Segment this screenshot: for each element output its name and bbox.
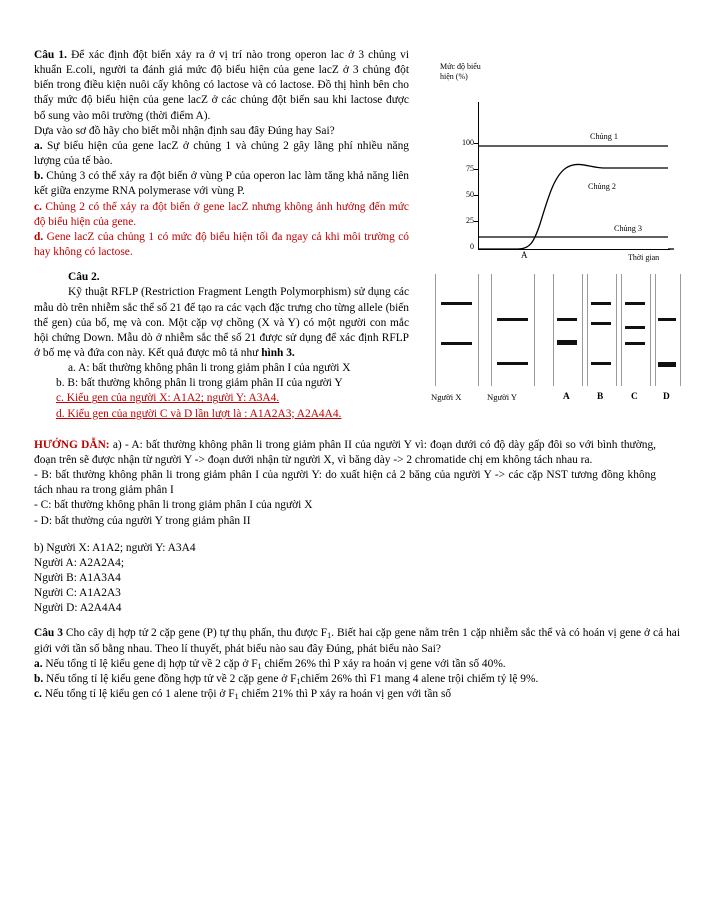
huong-dan-line-c: - C: bất thường không phân li trong giảm phân I của người X	[34, 499, 313, 512]
gel-band	[497, 318, 528, 321]
gel-lane-a	[553, 274, 583, 386]
question-1-option-b	[34, 169, 409, 199]
chart-ytick-75: 75	[466, 164, 474, 173]
option-a-label: a.	[34, 139, 43, 152]
q3-option-a-label: a.	[34, 657, 43, 670]
gel-band	[658, 362, 676, 367]
question-3-sub-1: 1	[327, 631, 332, 641]
q2-option-a-label: a.	[68, 362, 76, 375]
chart-curves	[422, 56, 680, 274]
question-2-option-b	[34, 376, 409, 391]
gel-label-c: C	[631, 392, 638, 403]
option-c-label: c.	[34, 200, 42, 213]
gel-label-a: A	[563, 392, 570, 403]
gel-band	[441, 302, 472, 305]
genotype-line-d: Người D: A2A4A4	[34, 602, 122, 615]
question-2-option-a	[34, 361, 409, 376]
question-1-option-d	[34, 230, 409, 260]
q3-option-b-text2: chiếm 26% thì F1 mang 4 alene trội chiếm tỷ lệ 9%.	[300, 672, 539, 685]
chart-ytick-25: 25	[466, 216, 474, 225]
chart-legend-chung1: Chủng 1	[590, 132, 618, 141]
document-content	[34, 48, 680, 702]
chart-ytick-0: 0	[470, 242, 474, 251]
gel-band	[591, 302, 611, 305]
q3-option-a-text: Nếu tổng tỉ lệ kiểu gene dị hợp tử về 2 cặp ở F	[42, 657, 258, 670]
question-2-option-d: d. Kiểu gen của người C và D lần lượt là : A1A2A3; A2A4A4.	[56, 407, 342, 420]
question-2-block	[34, 270, 680, 422]
q3-option-c-label: c.	[34, 688, 42, 701]
gel-label-nguoi-x: Người X	[431, 392, 462, 403]
option-d-label: d.	[34, 230, 44, 243]
question-2-body	[34, 285, 409, 361]
q3-option-c-sub: 1	[234, 692, 239, 702]
chart-legend-chung2: Chủng 2	[588, 182, 616, 191]
q3-option-c-text: Nếu tổng tỉ lệ kiểu gen có 1 alene trội ở F	[41, 688, 235, 701]
gel-lane-b	[587, 274, 617, 386]
gel-lane-nguoi-y	[491, 274, 535, 386]
q3-option-b-label: b.	[34, 672, 44, 685]
question-3-option-a	[34, 657, 680, 672]
huong-dan-line-d: - D: bất thường của người Y trong giảm phân II	[34, 514, 251, 527]
rflp-gel-figure	[429, 274, 680, 424]
option-b-text: Chủng 3 có thể xảy ra đột biến ở vùng P của operon lac làm tăng khả năng liên kết giữa enzyme RNA polymerase với vùng P.	[34, 170, 409, 198]
q3-option-c-text2: chiếm 21% thì P xảy ra hoán vị gen với tần số	[238, 688, 452, 701]
q2-option-b-label: b.	[56, 377, 65, 390]
question-2-option-c: c. Kiểu gen của người X: A1A2; người Y: A3A4.	[56, 392, 280, 405]
gel-band	[625, 326, 645, 329]
question-3-option-c	[34, 687, 680, 702]
chart-series-chung2	[479, 164, 668, 249]
gel-label-b: B	[597, 392, 604, 403]
option-c-text: Chủng 2 có thể xảy ra đột biến ở gene lacZ nhưng không ảnh hưởng đến mức độ biểu hiện của gene.	[34, 200, 409, 228]
q3-option-b-text: Nếu tổng tỉ lệ kiểu gene đồng hợp tử về 2 cặp gene ở F	[43, 672, 297, 685]
huong-dan-genotypes	[34, 541, 656, 617]
chart-ytick-100: 100	[462, 138, 474, 147]
gel-band	[557, 318, 577, 321]
question-2-heading: Câu 2.	[68, 271, 100, 284]
question-2-body-text: Kỹ thuật RFLP (Restriction Fragment Length Polymorphism) sử dụng các mẫu dò trên nhiễm sắc thể số 21 để tạo ra các vạch đặc trưng cho từng allele (biến thể gen) của bố, mẹ và con. Một cặp vợ chồng (X và Y) có một người con mắc hội chứng Down. Mẫu dò ở nhiễm sắc thể số 21 được sử dụng để xác định RFLP ở bố mẹ và đứa con này. Kết quả được mô tả như	[34, 286, 409, 359]
q3-option-b-sub: 1	[296, 676, 301, 686]
question-1-intro	[34, 48, 409, 124]
question-3-heading: Câu 3	[34, 627, 63, 640]
rflp-gel	[429, 274, 680, 424]
genotype-line-a: Người A: A2A2A4;	[34, 556, 125, 569]
huong-dan-line-b: - B: bất thường không phân li trong giảm phân I của người Y: do xuất hiện cả 2 băng của người Y -> các cặp NST tương đồng không tách nhau ra trong giảm phân I	[34, 469, 656, 497]
q3-option-a-text2: chiếm 26% thì P xảy ra hoán vị gene với tần số 40%.	[261, 657, 506, 670]
huong-dan-a-text: a) - A: bất thường không phân li trong giảm phân II của người Y vì: đoạn dưới có độ dày gấp đôi so với bình thường, đoạn trên sẽ được nhận từ người Y -> đoạn dưới nhận từ người X, vì băng dày -> 2 chromatide chị em không tách nhau ra.	[34, 438, 656, 466]
question-1-heading: Câu 1.	[34, 49, 67, 61]
gel-lane-d	[655, 274, 681, 386]
gel-label-nguoi-y: Người Y	[487, 392, 518, 403]
genotype-line-parents: b) Người X: A1A2; người Y: A3A4	[34, 541, 196, 554]
expression-line-chart	[422, 56, 680, 274]
genotype-line-b: Người B: A1A3A4	[34, 572, 121, 584]
gel-lane-nguoi-x	[435, 274, 479, 386]
chart-y-axis-label: Mức độ biểu hiện (%)	[440, 62, 481, 81]
gel-band	[591, 362, 611, 365]
genotype-line-c: Người C: A1A2A3	[34, 587, 121, 600]
huong-dan-lines	[34, 468, 656, 529]
chart-marker-a: A	[521, 250, 528, 260]
question-3-block	[34, 626, 680, 702]
huong-dan-intro	[34, 438, 656, 468]
huong-dan-block	[34, 438, 656, 617]
option-a-text: Sự biểu hiện của gene lacZ ở chủng 1 và chủng 2 gây lãng phí nhiều năng lượng của tế bào.	[34, 139, 409, 168]
question-3-intro-text2: . Biết hai cặp gene nằm trên 1 cặp nhiễm sắc thể và có hoán vị gene ở cả hai giới với tần số bằng nhau. Theo lí thuyết, phát biểu nào sau đây Đúng, phát biểu nào Sai?	[34, 627, 680, 655]
expression-chart-figure	[422, 56, 680, 274]
question-1-prompt: Dựa vào sơ đồ hãy cho biết mỗi nhận định sau đây Đúng hay Sai?	[34, 124, 335, 137]
question-1-option-a	[34, 139, 409, 169]
q3-option-a-sub: 1	[257, 661, 262, 671]
q2-option-a-text: A: bất thường không phân li trong giảm phân I của người X	[75, 362, 351, 375]
gel-band	[441, 342, 472, 345]
question-3-option-b	[34, 672, 680, 687]
gel-lane-c	[621, 274, 651, 386]
gel-band	[497, 362, 528, 365]
question-1-block	[34, 48, 680, 260]
question-1-option-c	[34, 200, 409, 230]
chart-legend-chung3: Chủng 3	[614, 224, 642, 233]
gel-band	[625, 302, 645, 305]
question-2-text	[34, 270, 409, 422]
chart-x-axis-label: Thời gian	[628, 253, 660, 262]
q2-option-b-text: B: bất thường không phân li trong giảm phân II của người Y	[64, 377, 343, 390]
gel-band	[591, 322, 611, 325]
gel-band	[625, 342, 645, 345]
huong-dan-label: HƯỚNG DẪN:	[34, 438, 110, 451]
chart-ytick-50: 50	[466, 190, 474, 199]
question-3-intro	[34, 626, 680, 656]
gel-band	[557, 340, 577, 345]
question-1-text	[34, 48, 409, 260]
question-3-intro-text: Cho cây dị hợp tử 2 cặp gene (P) tự thụ phấn, thu được F	[62, 627, 328, 640]
gel-band	[658, 318, 676, 321]
option-b-label: b.	[34, 170, 44, 183]
question-2-figure-ref: hình 3.	[261, 346, 295, 359]
question-1-intro-text: Để xác định đột biến xảy ra ở vị trí nào trong operon lac ở 3 chủng vi khuẩn E.coli, người ta đánh giá mức độ biểu hiện của gene lacZ ở 3 chủng đột biến trong điều kiện nuôi cấy không có lactose và có lactose. Đồ thị hình bên cho thấy mức độ biểu hiện của gene lacZ ở các chủng đột biến sau khi lactose được bổ sung vào môi trường (thời điểm A).	[34, 49, 409, 122]
option-d-text: Gene lacZ của chủng 1 có mức độ biểu hiện tối đa ngay cả khi môi trường có hay không có lactose.	[34, 230, 409, 259]
gel-label-d: D	[663, 392, 670, 403]
